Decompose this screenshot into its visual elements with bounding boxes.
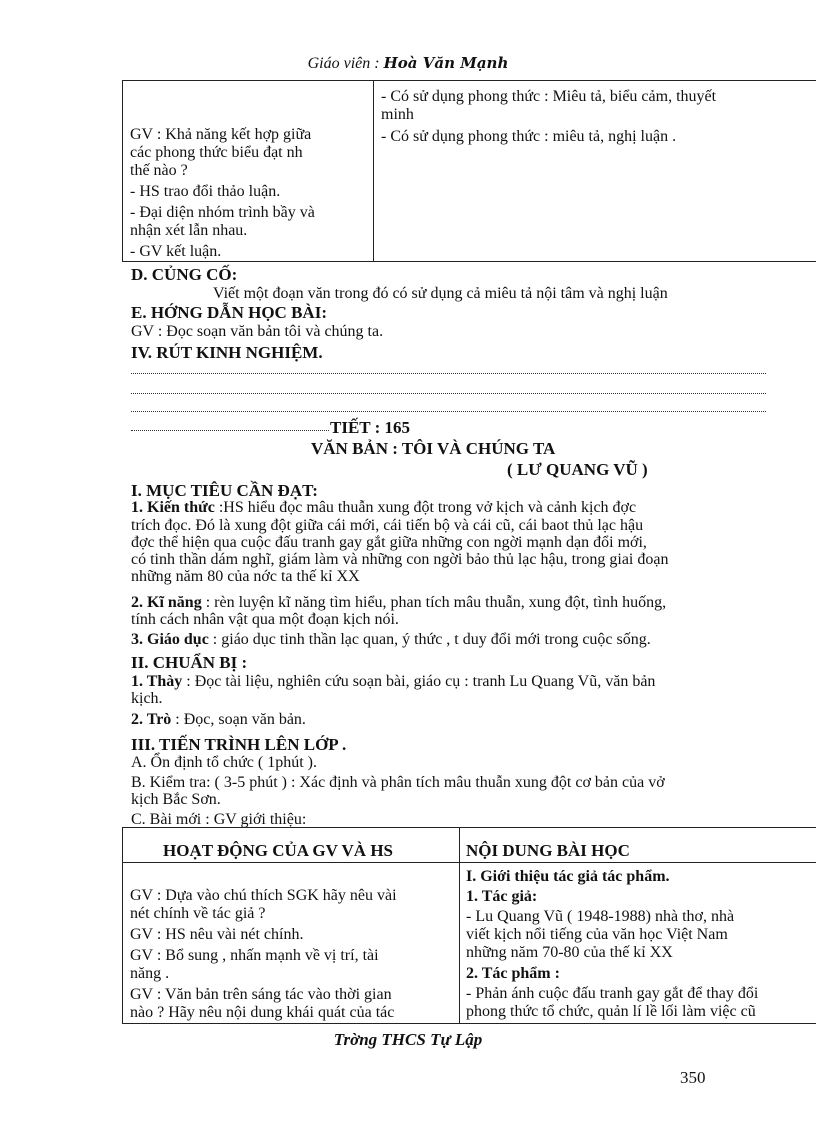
kien-thuc-line: đợc thể hiện qua cuộc đấu tranh gay gắt giữa những con ngời mạnh dạn đổi mới,: [131, 534, 647, 551]
objectives-heading: I. MỤC TIÊU CẦN ĐẠT:: [131, 481, 318, 500]
preparation-heading: II. CHUẨN BỊ :: [131, 653, 248, 672]
col-header-activities: HOẠT ĐỘNG CỦA GV VÀ HS: [163, 841, 394, 860]
kien-thuc-line: trích đọc. Đó là xung đột giữa cái mới, cái tiến bộ và cái cũ, cái baot thủ lạc hậu: [131, 517, 644, 534]
lesson-title: VĂN BẢN : TÔI VÀ CHÚNG TA: [311, 439, 556, 458]
top-right-line: - Có sử dụng phong thức : Miêu tả, biểu cảm, thuyết: [381, 88, 717, 105]
tac-pham-label: 2. Tác phẩm :: [466, 965, 560, 982]
giao-duc-label: 3. Giáo dục: [131, 631, 209, 648]
thay-text: : Đọc tài liệu, nghiên cứu soạn bài, giáo cụ : tranh Lu Quang Vũ, văn bản: [186, 673, 656, 690]
thay-label: 1. Thày: [131, 673, 183, 690]
process-b-line: B. Kiểm tra: ( 3-5 phút ) : Xác định và phân tích mâu thuẫn xung đột cơ bản của vở: [131, 774, 665, 791]
top-right-line: minh: [381, 106, 414, 123]
dotted-line: [131, 373, 766, 374]
teacher-name: Hoà Văn Mạnh: [383, 54, 509, 72]
tac-pham-line: - Phản ánh cuộc đấu tranh gay gắt để thay đổi: [466, 985, 759, 1002]
ki-nang-line-1: [131, 594, 666, 612]
kien-thuc-text: :HS hiểu đọc mâu thuẫn xung đột trong vở kịch và cảnh kịch đợc: [218, 499, 637, 516]
dotted-line: [131, 411, 766, 412]
top-right-line: - Có sử dụng phong thức : miêu tả, nghị luận .: [381, 128, 677, 145]
tac-gia-line: - Lu Quang Vũ ( 1948-1988) nhà thơ, nhà: [466, 908, 735, 925]
giao-duc-line: [131, 631, 651, 649]
school-footer: Trờng THCS Tự Lập: [333, 1030, 483, 1049]
process-heading: III. TIẾN TRÌNH LÊN LỚP .: [131, 735, 347, 754]
top-left-line: - HS trao đổi thảo luận.: [130, 183, 281, 200]
lesson-author: ( LƯ QUANG VŨ ): [507, 460, 648, 479]
process-c: C. Bài mới : GV giới thiệu:: [131, 811, 307, 828]
thay-line: kịch.: [131, 690, 163, 707]
dotted-line: [131, 393, 766, 394]
activity-line: GV : Dựa vào chú thích SGK hãy nêu vài: [130, 887, 397, 904]
tac-gia-line: những năm 70-80 của thế kỉ XX: [466, 944, 673, 961]
tro-text: : Đọc, soạn văn bản.: [171, 711, 306, 728]
section-e-heading: E. HỚNG DẪN HỌC BÀI:: [131, 303, 327, 322]
section-iv-heading: IV. RÚT KINH NGHIỆM.: [131, 343, 323, 362]
tac-pham-line: phong thức tổ chức, quản lí lề lối làm việc cũ: [466, 1003, 756, 1020]
activity-line: nét chính về tác giả ?: [130, 905, 266, 922]
lesson-number: TIẾT : 165: [330, 418, 410, 437]
process-a: A. Ổn định tổ chức ( 1phút ).: [131, 754, 317, 771]
top-left-line: nhận xét lẫn nhau.: [130, 222, 248, 239]
section-d-text: Viết một đoạn văn trong đó có sử dụng cả miêu tả nội tâm và nghị luận: [213, 285, 668, 302]
tro-line: [131, 711, 306, 729]
lesson-table-divider: [459, 827, 460, 1023]
activity-line: GV : HS nêu vài nét chính.: [130, 926, 304, 943]
col-header-content: NỘI DUNG BÀI HỌC: [466, 841, 630, 860]
kien-thuc-line-1: [131, 499, 636, 517]
giao-duc-text: : giáo dục tinh thần lạc quan, ý thức , t duy đổi mới trong cuộc sống.: [212, 631, 651, 648]
ki-nang-text: : rèn luyện kĩ năng tìm hiểu, phan tích mâu thuẫn, xung đột, tình huống,: [205, 594, 667, 611]
top-left-line: GV : Khả năng kết hợp giữa: [130, 126, 312, 143]
content-heading: I. Giới thiệu tác giả tác phẩm.: [466, 868, 670, 885]
header-prefix: Giáo viên :: [307, 55, 384, 72]
kien-thuc-line: có tinh thần dám nghĩ, giám làm và những con ngời bảo thủ lạc hậu, trong giai đoạn: [131, 551, 669, 568]
tac-gia-label: 1. Tác giả:: [466, 888, 538, 905]
ki-nang-label: 2. Kĩ năng: [131, 594, 202, 611]
top-left-line: - GV kết luận.: [130, 243, 222, 260]
top-left-line: các phong thức biểu đạt nh: [130, 144, 303, 161]
top-left-line: thế nào ?: [130, 162, 188, 179]
process-b-line: kịch Bắc Sơn.: [131, 791, 221, 808]
tro-label: 2. Trò: [131, 711, 172, 728]
ki-nang-line: tính cách nhân vật qua một đoạn kịch nói.: [131, 611, 399, 628]
activity-line: năng .: [130, 965, 170, 982]
page-header: [0, 54, 816, 73]
kien-thuc-line: những năm 80 của nớc ta thế kỉ XX: [131, 568, 360, 585]
lesson-table-header-rule: [122, 862, 816, 863]
top-table-divider: [373, 80, 374, 261]
dotted-line: [131, 430, 329, 431]
thay-line: [131, 673, 655, 691]
tac-gia-line: viết kịch nổi tiếng của văn học Việt Nam: [466, 926, 728, 943]
activity-line: GV : Bổ sung , nhấn mạnh về vị trí, tài: [130, 947, 379, 964]
section-d-heading: D. CỦNG CỐ:: [131, 265, 238, 284]
activity-line: GV : Văn bản trên sáng tác vào thời gian: [130, 986, 392, 1003]
activity-line: nào ? Hãy nêu nội dung khái quát của tác: [130, 1004, 395, 1021]
section-e-text: GV : Đọc soạn văn bản tôi và chúng ta.: [131, 323, 384, 340]
top-left-line: - Đại diện nhóm trình bầy và: [130, 204, 315, 221]
page-number: 350: [680, 1068, 706, 1087]
kien-thuc-label: 1. Kiến thức: [131, 499, 215, 516]
